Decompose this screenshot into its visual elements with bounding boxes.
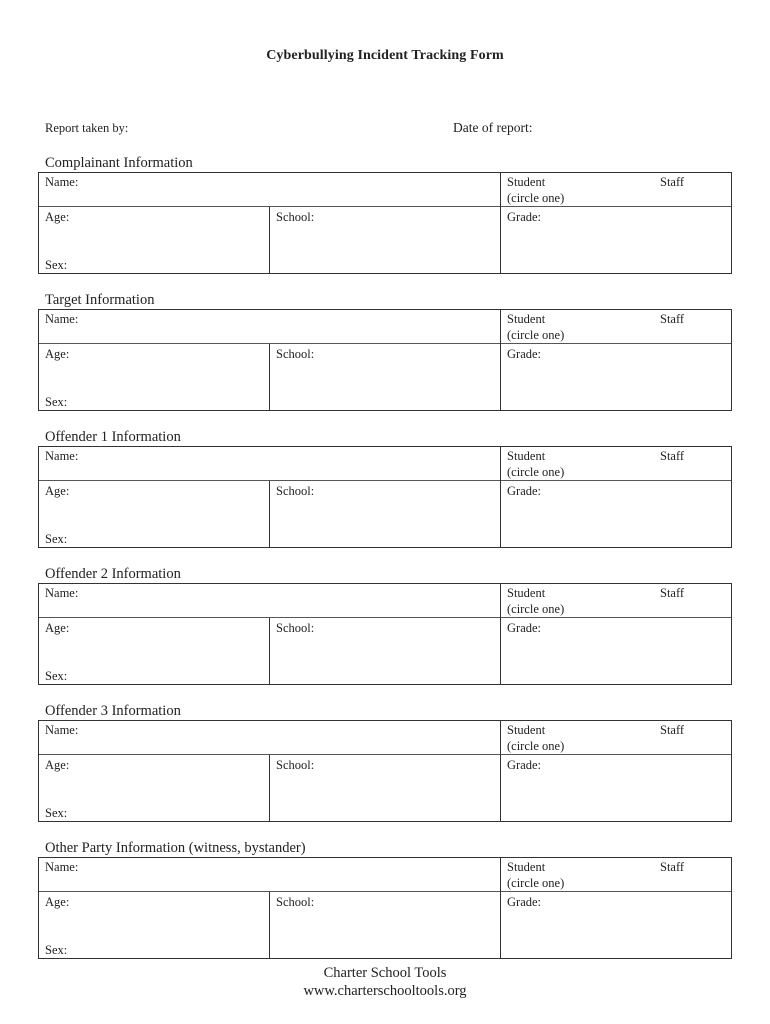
name-label: Name: [45,312,79,326]
name-row [39,584,731,618]
column-divider [269,481,270,547]
column-divider [269,755,270,821]
grade-label: Grade: [507,895,542,909]
footer-url: www.charterschooltools.org [303,983,467,999]
circle-one-note: (circle one) [507,739,565,753]
sex-label: Sex: [45,669,68,683]
staff-option: Staff [660,723,685,737]
student-option: Student [507,723,546,737]
report-taken-by-label: Report taken by: [45,121,129,135]
column-divider [269,344,270,410]
grade-label: Grade: [507,484,542,498]
info-table [38,583,732,685]
column-divider [269,618,270,684]
age-label: Age: [45,210,70,224]
name-label: Name: [45,723,79,737]
student-option: Student [507,312,546,326]
staff-option: Staff [660,175,685,189]
school-label: School: [276,210,315,224]
info-table [38,720,732,822]
column-divider [500,173,501,273]
section-heading: Offender 3 Information [45,703,181,719]
column-divider [500,858,501,958]
age-label: Age: [45,484,70,498]
section-heading: Target Information [45,292,155,308]
school-label: School: [276,758,315,772]
circle-one-note: (circle one) [507,328,565,342]
age-label: Age: [45,758,70,772]
column-divider [500,447,501,547]
school-label: School: [276,895,315,909]
column-divider [500,310,501,410]
student-option: Student [507,175,546,189]
name-row [39,858,731,892]
sex-label: Sex: [45,806,68,820]
footer-org: Charter School Tools [323,965,447,981]
circle-one-note: (circle one) [507,465,565,479]
section-heading: Offender 1 Information [45,429,181,445]
grade-label: Grade: [507,210,542,224]
staff-option: Staff [660,860,685,874]
student-option: Student [507,586,546,600]
grade-label: Grade: [507,621,542,635]
staff-option: Staff [660,312,685,326]
info-table [38,309,732,411]
column-divider [269,892,270,958]
sex-label: Sex: [45,258,68,272]
column-divider [269,207,270,273]
name-row [39,447,731,481]
age-label: Age: [45,895,70,909]
info-table [38,857,732,959]
info-table [38,172,732,274]
form-title: Cyberbullying Incident Tracking Form [266,48,504,63]
date-of-report-label: Date of report: [453,120,533,135]
sex-label: Sex: [45,943,68,957]
name-row [39,173,731,207]
name-row [39,310,731,344]
staff-option: Staff [660,586,685,600]
school-label: School: [276,621,315,635]
column-divider [500,721,501,821]
staff-option: Staff [660,449,685,463]
circle-one-note: (circle one) [507,876,565,890]
name-label: Name: [45,860,79,874]
name-label: Name: [45,175,79,189]
name-label: Name: [45,449,79,463]
circle-one-note: (circle one) [507,191,565,205]
sex-label: Sex: [45,532,68,546]
student-option: Student [507,449,546,463]
age-label: Age: [45,347,70,361]
age-label: Age: [45,621,70,635]
grade-label: Grade: [507,347,542,361]
name-row [39,721,731,755]
section-heading: Complainant Information [45,155,193,171]
sex-label: Sex: [45,395,68,409]
circle-one-note: (circle one) [507,602,565,616]
student-option: Student [507,860,546,874]
name-label: Name: [45,586,79,600]
grade-label: Grade: [507,758,542,772]
section-heading: Other Party Information (witness, bystander) [45,840,306,856]
school-label: School: [276,347,315,361]
column-divider [500,584,501,684]
school-label: School: [276,484,315,498]
section-heading: Offender 2 Information [45,566,181,582]
info-table [38,446,732,548]
